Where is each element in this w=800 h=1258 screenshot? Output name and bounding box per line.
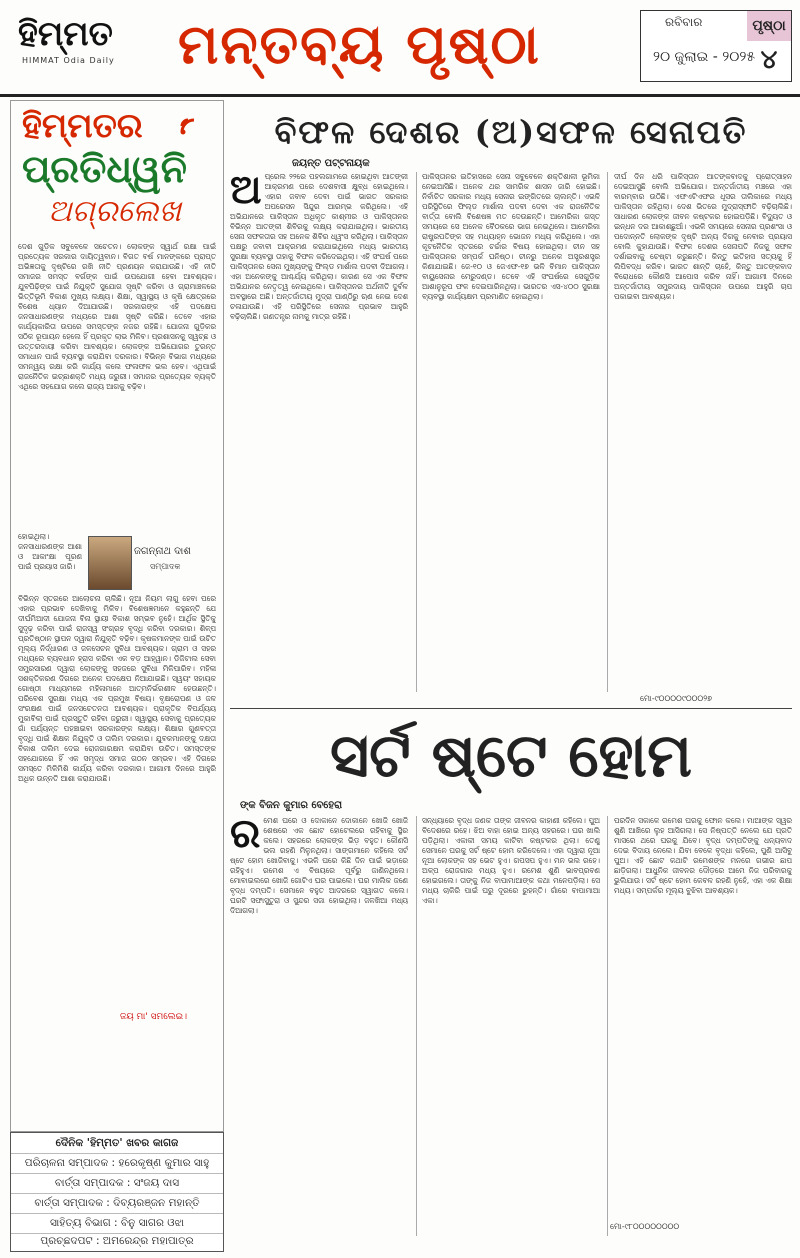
column-logo-himmat: ହିମ୍ମତର <box>22 106 143 146</box>
editorial-text-part2: ବିଭିନ୍ନ ସ୍ତରରେ ଆଲୋଚନା ଚାଲିଛି। ନୂଆ ନିୟମ ଲାଗୁ ହେବା ପରେ ଏହାର ପ୍ରଭାବ ଦେଖିବାକୁ ମିଳିବ। ବିଶେଷଜ୍ଞମାନେ କହୁଛନ୍ତି ଯେ ଦୀର୍ଘମିଆଦୀ ଯୋଜନା ବିନା ସ୍ଥାୟୀ ବିକାଶ ସମ୍ଭବ ନୁହେଁ। ଆର୍ଥିକ ସ୍ଥିତିକୁ ସୁଦୃଢ଼ କରିବା ପାଇଁ ରାଜସ୍ୱ ସଂଗ୍ରହ ବୃଦ୍ଧି କରିବା ଦରକାର। ଶିଳ୍ପ ପ୍ରତିଷ୍ଠାନ ସ୍ଥାପନ ଦ୍ୱାରା ନିଯୁକ୍ତି ବଢ଼ିବ। କୃଷକମାନଙ୍କ ପାଇଁ ଉଚିତ ମୂଲ୍ୟ ନିର୍ଦ୍ଧାରଣ ଓ ଜଳସେଚନ ସୁବିଧା ଆବଶ୍ୟକ। ଗ୍ରାମ ଓ ସହର ମଧ୍ୟରେ ବ୍ୟବଧାନ ହ୍ରାସ କରିବା ଏକ ବଡ଼ ଆହ୍ୱାନ। ଡିଜିଟାଲ ସେବା ସମ୍ପ୍ରସାରଣ ଦ୍ୱାରା ଲୋକଙ୍କୁ ସହଜରେ ସୁବିଧା ମିଳିପାରିବ। ମହିଳା ସଶକ୍ତିକରଣ ଦିଗରେ ଅନେକ ପଦକ୍ଷେପ ନିଆଯାଇଛି। ସ୍ୱୟଂ ସହାୟକ ଗୋଷ୍ଠୀ ମାଧ୍ୟମରେ ମହିଳାମାନେ ଆତ୍ମନିର୍ଭରଶୀଳ ହେଉଛନ୍ତି। ପରିବେଶ ସୁରକ୍ଷା ମଧ୍ୟ ଏକ ପ୍ରମୁଖ ବିଷୟ। ବୃକ୍ଷରୋପଣ ଓ ଜଳ ସଂରକ୍ଷଣ ପାଇଁ ଜନସଚେତନତା ଆବଶ୍ୟକ। ପ୍ରାକୃତିକ ବିପର୍ଯ୍ୟୟ ମୁକାବିଲା ପାଇଁ ପ୍ରସ୍ତୁତି ରହିବା ଜରୁରୀ। ସ୍ୱାସ୍ଥ୍ୟ ସେବାକୁ ପ୍ରତ୍ୟେକ ଗାଁ ପର୍ଯ୍ୟନ୍ତ ପହଞ୍ଚାଇବା ସରକାରଙ୍କ ଲକ୍ଷ୍ୟ। ଶିକ୍ଷାର ଗୁଣବତ୍ତା ବୃଦ୍ଧି ପାଇଁ ଶିକ୍ଷକ ନିଯୁକ୍ତି ଓ ତାଲିମ ଦରକାର। ଯୁବକମାନଙ୍କୁ ଦକ୍ଷତା ବିକାଶ ତାଲିମ ଦେଇ ରୋଜଗାରକ୍ଷମ କରାଯିବା ଉଚିତ। ସମସ୍ତଙ୍କ ସହଯୋଗରେ ହିଁ ଏକ ସମୃଦ୍ଧ ସମାଜ ଗଠନ ସମ୍ଭବ। ଏହି ଦିଗରେ ସମସ୍ତେ ମିଳିମିଶି କାର୍ଯ୍ୟ କରିବା ଦରକାର। ଆଗାମୀ ଦିନରେ ଆହୁରି ଅଧିକ ଉନ୍ନତି ଆଶା କରାଯାଉଛି। <box>18 594 216 783</box>
article2-col1-text: ମେଶ ଘରେ ଓ ଦୋକାନେ ଦୋକାନେ ଖୋଜି ଖୋଜି ଶେଷରେ ଏକ ଛୋଟ ହୋଟେଲରେ ରହିବାକୁ ସ୍ଥିର କଲେ। ସହରରେ ଲୋକଙ୍କ ଭିଡ଼ ବହୁତ। କୌଣସି ଭଲ ରହଣି ମିଳୁନଥିଲା। ସାଙ୍ଗମାନେ କହିଲେ ସର୍ଟ ଷ୍ଟେ ହୋମ ଖୋଜିବାକୁ। ଏଭଳି ଘରେ କିଛି ଦିନ ପାଇଁ ଭଡ଼ାରେ ରହିହୁଏ। ରମେଶ ଏ ବିଷୟରେ ପୂର୍ବରୁ ଜାଣିନଥିଲେ। ମୋବାଇଲରେ ଖୋଜି ଗୋଟିଏ ଘର ପାଇଲେ। ଘର ମାଲିକ ଜଣେ ବୃଦ୍ଧ ଦମ୍ପତି। ସେମାନେ ବହୁତ ଆଦରରେ ସ୍ୱାଗତ କଲେ। ଘରଟି ସଫାସୁତୁରା ଓ ସୁନ୍ଦର ସଜା ହୋଇଥିଲା। ଜଳଖିଆ ମଧ୍ୟ ଦିଆଗଲା। <box>230 816 408 915</box>
article1-byline: ଜୟନ୍ତ ପଟ୍ଟନାୟକ <box>292 158 370 169</box>
article1-column-2: ପାକିସ୍ତାନର ଇତିହାସରେ ସେନା ସବୁବେଳେ ଶକ୍ତିଶାଳୀ ଭୂମିକା ନେଇଆସିଛି। ଅନେକ ଥର ସାମରିକ ଶାସନ ଜାରି ହୋଇଛି। ନିର୍ବାଚିତ ସରକାର ମଧ୍ୟ ସେନାର ଇଙ୍ଗିତରେ ଚାଲନ୍ତି। ଏଭଳି ପରିସ୍ଥିତିରେ ଫିଲ୍ଡ ମାର୍ଶାଲ ପଦବୀ ଦେବା ଏକ ରାଜନୈତିକ ବାର୍ତ୍ତା ବୋଲି ବିଶେଷଜ୍ଞ ମତ ଦେଉଛନ୍ତି। ଆମେରିକା ଗସ୍ତ ସମୟରେ ସେ ଅନେକ ବୈଠକରେ ଭାଗ ନେଇଥିଲେ। ଆମେରିକା ରାଷ୍ଟ୍ରପତିଙ୍କ ସହ ମଧ୍ୟାହ୍ନ ଭୋଜନ ମଧ୍ୟ କରିଥିଲେ। ଏହା କୂଟନୈତିକ ସ୍ତରରେ ଚର୍ଚ୍ଚାର ବିଷୟ ହୋଇଥିଲା। ଚୀନ ସହ ପାକିସ୍ତାନର ସମ୍ପର୍କ ଘନିଷ୍ଠ। ଚୀନରୁ ଅନେକ ଅସ୍ତ୍ରଶସ୍ତ୍ର କିଣାଯାଇଛି। ଜେ-୧୦ ଓ ଜେଏଫ-୧୭ ଭଳି ବିମାନ ପାକିସ୍ତାନ ବାୟୁସେନାର ମେରୁଦଣ୍ଡ। ତେବେ ଏହି ସଂଘର୍ଷରେ ସେଗୁଡ଼ିକ ଆଶାନୁରୂପ ଫଳ ଦେଇପାରିନଥିଲା। ଭାରତର ଏସ-୪୦୦ ସୁରକ୍ଷା ବ୍ୟବସ୍ଥା କାର୍ଯ୍ୟକ୍ଷମ ପ୍ରମାଣିତ ହୋଇଥିଲା। <box>422 172 600 301</box>
column-divider <box>416 172 417 692</box>
article2-sign: ମୋ-୯୮୦୦୦୦୦୦୦୦ <box>610 1222 680 1231</box>
author-photo <box>88 536 132 590</box>
day-label: ରବିବାର <box>665 15 703 29</box>
article2-column-3: ପରଦିନ ସକାଳେ ରମେଶ ଘରକୁ ଫୋନ କଲେ। ମାଆଙ୍କ ସ୍ୱର ଶୁଣି ଆଖିରେ ଲୁହ ଆସିଗଲା। ସେ ନିଷ୍ପତ୍ତି ନେଲେ ଯେ ପ୍ରତି ମାସରେ ଥରେ ଘରକୁ ଯିବେ। ବୃଦ୍ଧ ଦମ୍ପତିଙ୍କୁ ଧନ୍ୟବାଦ ଦେଇ ବିଦାୟ ନେଲେ। ଯିବା ବେଳେ ବୃଦ୍ଧା କହିଲେ, ପୁଣି ଆସିବୁ ପୁଅ। ଏହି ଛୋଟ କଥାଟି ରମେଶଙ୍କ ମନରେ ଗଭୀର ଛାପ ଛାଡ଼ିଗଲା। ଆଧୁନିକ ଜୀବନର ଦୌଡ଼ରେ ଆମେ ନିଜ ପରିବାରକୁ ଭୁଲିଯାଉ। ସର୍ଟ ଷ୍ଟେ ହୋମ କେବଳ ରହଣି ନୁହେଁ, ଏହା ଏକ ଶିକ୍ଷା ମଧ୍ୟ। ସମ୍ପର୍କର ମୂଲ୍ୟ ବୁଝିବା ଆବଶ୍ୟକ। <box>614 816 792 895</box>
info-line-6: ପ୍ରଚ୍ଛଦପଟ : ଅମରେନ୍ଦ୍ର ମହାପାତ୍ର <box>40 1235 194 1247</box>
masthead-logo <box>8 8 128 68</box>
editorial-text-side: ହୋଇଥିଲା। ଜନସାଧାରଣଙ୍କ ଆଶା ଓ ଆକାଂକ୍ଷା ପୂରଣ ପାଇଁ ପ୍ରୟାସ ଜାରି। <box>18 532 82 571</box>
article1-drop-cap: ଅ <box>230 172 262 213</box>
masthead-logo-sub: HIMMAT Odia Daily <box>22 56 115 65</box>
article2-byline: ଙ୍କ ବିଜନ କୁମାର ବେହେରା <box>240 800 343 811</box>
article1-headline: ବିଫଳ ଦେଶର (ଅ)ସଫଳ ସେନାପତି <box>274 113 748 151</box>
column-logo-agralekha: ଅଗ୍ରଲେଖ <box>48 194 182 229</box>
signal-icon <box>178 110 208 142</box>
article2-column-2: ସନ୍ଧ୍ୟାରେ ବୃଦ୍ଧ ଜଣକ ତାଙ୍କ ଜୀବନର କାହାଣୀ କହିଲେ। ପୁଅ ବିଦେଶରେ ରହେ। ଝିଅ ବାହା ହୋଇ ଅନ୍ୟ ସହରରେ। ଘର ଖାଲି ପଡ଼ିଥିଲା। ଏକାକୀ ସମୟ କାଟିବା କଷ୍ଟକର ଥିଲା। ତେଣୁ ସେମାନେ ଘରକୁ ସର୍ଟ ଷ୍ଟେ ହୋମ କରିଦେଲେ। ଏହା ଦ୍ୱାରା ନୂଆ ନୂଆ ଲୋକଙ୍କ ସହ ଭେଟ ହୁଏ। ଗପସପ ହୁଏ। ମନ ଭଲ ରହେ। ଅଳ୍ପ ରୋଜଗାର ମଧ୍ୟ ହୁଏ। ରମେଶ ଶୁଣି ଭାବପ୍ରବଣ ହୋଇଗଲେ। ତାଙ୍କୁ ନିଜ ବାପାମାଆଙ୍କ କଥା ମନେପଡ଼ିଲା। ସେ ମଧ୍ୟ ଚାକିରି ପାଇଁ ଘରୁ ଦୂରରେ ରୁହନ୍ତି। ଗାଁରେ ବାପାମାଆ ଏକା। <box>422 816 600 905</box>
info-line-5: ସାହିତ୍ୟ ବିଭାଗ : ବିନୁ ସାଗର ଓଝା <box>11 1213 223 1234</box>
editorial-sign-off: ଜୟ ମା' ସମଲେଇ। <box>120 1012 188 1022</box>
article1-column-1 <box>230 172 408 692</box>
column-divider <box>607 816 608 1236</box>
info-line-2: ପରିଚାଳନା ସମ୍ପାଦକ : ହରେକୃଷ୍ଣ କୁମାର ସାହୁ <box>11 1153 223 1174</box>
article2-column-1 <box>230 816 408 1216</box>
info-line-4: ବାର୍ତ୍ତା ସମ୍ପାଦକ : ଦିବ୍ୟରଞ୍ଜନ ମହାନ୍ତି <box>11 1193 223 1214</box>
info-line-3: ବାର୍ତ୍ତା ସମ୍ପାଦକ : ସଂଜୟ ଦାସ <box>11 1173 223 1194</box>
masthead-logo-text: ହିମ୍ମତ <box>18 14 113 54</box>
masthead-info-box <box>10 1132 224 1252</box>
author-name: ଜଗନ୍ନାଥ ଦାଶ <box>134 546 191 557</box>
editorial-column-logo <box>18 106 216 236</box>
article2-body <box>230 816 792 1236</box>
article1-column-3: ଦୀର୍ଘ ଦିନ ଧରି ପାକିସ୍ତାନ ଆତଙ୍କବାଦକୁ ପ୍ରୋତ୍ସାହନ ଦେଇଆସୁଛି ବୋଲି ଅଭିଯୋଗ। ଅନ୍ତର୍ଜାତୀୟ ମଞ୍ଚରେ ଏହା ବାରମ୍ବାର ଉଠିଛି। ଏଫଏଟିଏଫର ଧୂସର ତାଲିକାରେ ମଧ୍ୟ ପାକିସ୍ତାନ ରହିଥିଲା। ଦେଶ ଭିତରେ ମୁଦ୍ରାସ୍ଫୀତି ବଢ଼ିଚାଲିଛି। ସାଧାରଣ ଲୋକଙ୍କ ଜୀବନ କଷ୍ଟକର ହୋଇପଡ଼ିଛି। ବିଦ୍ୟୁତ ଓ ଇନ୍ଧନ ଦର ଆକାଶଛୁଆଁ। ଏଭଳି ସମୟରେ ସେନାର ପ୍ରଶଂସା ଓ ପଦୋନ୍ନତି ଲୋକଙ୍କ ଦୃଷ୍ଟି ଅନ୍ୟ ଦିଗକୁ ନେବାର ପ୍ରୟାସ ବୋଲି କୁହାଯାଉଛି। ବିଫଳ ଦେଶର ସେନାପତି ନିଜକୁ ସଫଳ ଦର୍ଶାଇବାକୁ ଚେଷ୍ଟା କରୁଛନ୍ତି। କିନ୍ତୁ ଇତିହାସ ସତ୍ୟକୁ ହିଁ ଲିପିବଦ୍ଧ କରିବ। ଭାରତ ଶାନ୍ତି ଚାହେଁ, କିନ୍ତୁ ଆତଙ୍କବାଦ ବିରୋଧରେ କୌଣସି ଆପୋସ କରିବ ନାହିଁ। ଆଗାମୀ ଦିନରେ ଅନ୍ତର୍ଜାତୀୟ ସମ୍ପ୍ରଦାୟ ପାକିସ୍ତାନ ଉପରେ ଆହୁରି ଚାପ ପକାଇବା ଆବଶ୍ୟକ। <box>614 172 792 301</box>
article2-headline: ସର୍ଟ ଷ୍ଟେ ହୋମ <box>330 721 692 791</box>
page-banner-title: ମନ୍ତବ୍ୟ ପୃଷ୍ଠା <box>178 12 541 76</box>
article1-col1-text: ପ୍ରେଲ ୨୨ରେ ପହଲଗାମରେ ହୋଇଥିବା ଆତଙ୍କୀ ଆକ୍ରମଣ ପରେ ଦେଶବାସୀ କ୍ଷୁବ୍ଧ ହୋଇଥିଲେ। ଏହାର ଜବାବ ଦେବା ପାଇଁ ଭାରତ ସରକାର ଅପରେସନ ସିନ୍ଦୁର ଆରମ୍ଭ କରିଥିଲେ। ଏହି ଅଭିଯାନରେ ପାକିସ୍ତାନ ଅଧିକୃତ କାଶ୍ମୀର ଓ ପାକିସ୍ତାନର ବିଭିନ୍ନ ଆତଙ୍କୀ ଶିବିରକୁ ଲକ୍ଷ୍ୟ କରାଯାଇଥିଲା। ଭାରତୀୟ ସେନା ସଫଳତାର ସହ ଅନେକ ଶିବିର ଧ୍ୱଂସ କରିଥିଲା। ପାକିସ୍ତାନ ପକ୍ଷରୁ ଜବାବୀ ଆକ୍ରମଣ କରାଯାଇଥିଲେ ମଧ୍ୟ ଭାରତୀୟ ସୁରକ୍ଷା ବ୍ୟବସ୍ଥା ତାହାକୁ ବିଫଳ କରିଦେଇଥିଲା। ଏହି ସଂଘର୍ଷ ପରେ ପାକିସ୍ତାନର ସେନା ମୁଖ୍ୟଙ୍କୁ ଫିଲ୍ଡ ମାର୍ଶାଲ ପଦବୀ ଦିଆଗଲା। ଏହା ଅନେକଙ୍କୁ ଆଶ୍ଚର୍ଯ୍ୟ କରିଥିଲା। କାରଣ ସେ ଏକ ବିଫଳ ଅଭିଯାନର ନେତୃତ୍ୱ ନେଇଥିଲେ। ପାକିସ୍ତାନର ଅର୍ଥନୀତି ଦୁର୍ବଳ ଅବସ୍ଥାରେ ଅଛି। ଅନ୍ତର୍ଜାତୀୟ ମୁଦ୍ରା ପାଣ୍ଠିରୁ ଋଣ ନେଇ ଦେଶ ଚଳାଯାଉଛି। ଏହି ପରିସ୍ଥିତିରେ ସେନାର ପ୍ରଭାବ ଆହୁରି ବଢ଼ିଚାଲିଛି। ଗଣତନ୍ତ୍ର ନାମକୁ ମାତ୍ର ରହିଛି। <box>230 172 408 321</box>
page-banner <box>138 8 618 80</box>
page-label: ପୃଷ୍ଠା <box>747 11 791 41</box>
date-text: ୨୦ ଜୁଲାଇ - ୨୦୨୫ <box>653 49 756 65</box>
article2-drop-cap: ର <box>230 816 261 857</box>
column-divider <box>416 816 417 1236</box>
article-divider <box>230 708 792 709</box>
article1-sign: ମୋ-୯୦୦୦୦୯୦୦୦୨୭ <box>640 694 713 703</box>
author-role: ସମ୍ପାଦକ <box>150 562 181 571</box>
page-number: ୪ <box>760 45 778 75</box>
editorial-text-part1: ଦେଶ ଗୁଡ଼ିକ ସବୁବେଳେ ସଚେତନ। ଲୋକଙ୍କ ସ୍ୱାର୍ଥ ରକ୍ଷା ପାଇଁ ପ୍ରତ୍ୟେକ ସରକାର ଦାୟିତ୍ୱବାନ। ବିଗତ ବର୍ଷ ମାନଙ୍କରେ ପ୍ରାପ୍ତ ଅଭିଜ୍ଞତାକୁ ଦୃଷ୍ଟିରେ ରଖି ନୀତି ପ୍ରଣୟନ କରାଯାଉଛି। ଏହି ନୀତି ସମାଜର ସମସ୍ତ ବର୍ଗଙ୍କ ପାଇଁ ଉପଯୋଗୀ ହେବା ଆବଶ୍ୟକ। ଯୁବପିଢ଼ିଙ୍କ ପାଇଁ ନିଯୁକ୍ତି ସୁଯୋଗ ସୃଷ୍ଟି କରିବା ଓ ଗ୍ରାମାଞ୍ଚଳରେ ଭିତ୍ତିଭୂମି ବିକାଶ ମୁଖ୍ୟ ଲକ୍ଷ୍ୟ। ଶିକ୍ଷା, ସ୍ୱାସ୍ଥ୍ୟ ଓ କୃଷି କ୍ଷେତ୍ରରେ ବିଶେଷ ଧ୍ୟାନ ଦିଆଯାଉଛି। ସରକାରଙ୍କ ଏହି ପଦକ୍ଷେପ ଜନସାଧାରଣଙ୍କ ମଧ୍ୟରେ ଆଶା ସୃଷ୍ଟି କରିଛି। ତେବେ ଏହାର କାର୍ଯ୍ୟକାରିତା ଉପରେ ସମସ୍ତଙ୍କ ନଜର ରହିଛି। ଯୋଜନା ଗୁଡ଼ିକର ସଠିକ ରୂପାୟନ ହେଲେ ହିଁ ପ୍ରକୃତ ଲାଭ ମିଳିବ। ପ୍ରଶାସନକୁ ସ୍ୱଚ୍ଛ ଓ ଉତ୍ତରଦାୟୀ କରିବା ଆବଶ୍ୟକ। ଲୋକଙ୍କ ଅଭିଯୋଗର ତୁରନ୍ତ ସମାଧାନ ପାଇଁ ବ୍ୟବସ୍ଥା କରାଯିବା ଦରକାର। ବିଭିନ୍ନ ବିଭାଗ ମଧ୍ୟରେ ସମନ୍ୱୟ ରକ୍ଷା କରି କାର୍ଯ୍ୟ କଲେ ଫଳାଫଳ ଭଲ ହେବ। ଏଥିପାଇଁ ରାଜନୈତିକ ଇଚ୍ଛାଶକ୍ତି ମଧ୍ୟ ଜରୁରୀ। ସମାଜର ପ୍ରତ୍ୟେକ ବ୍ୟକ୍ତି ଏଥିରେ ସହଯୋଗ କଲେ ରାଜ୍ୟ ଆଗକୁ ବଢ଼ିବ। <box>18 242 216 391</box>
date-box <box>640 10 792 82</box>
article1-body <box>230 172 792 692</box>
column-divider <box>607 172 608 692</box>
info-line-1: ଦୈନିକ 'ହିମ୍ମତ' ଖବର କାଗଜ <box>11 1133 223 1154</box>
header-rule <box>0 94 800 97</box>
column-logo-pratidhwani: ପ୍ରତିଧ୍ୱନି <box>22 146 187 191</box>
